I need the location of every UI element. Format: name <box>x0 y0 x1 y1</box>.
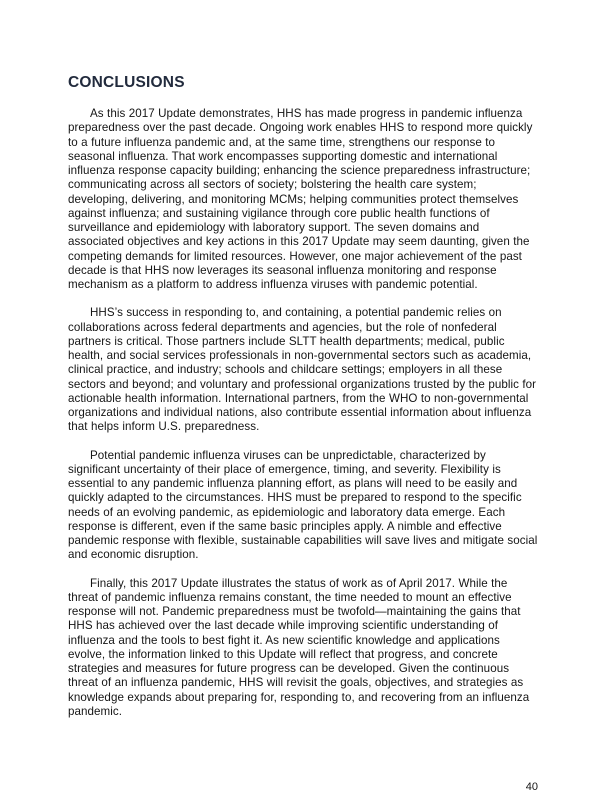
body-paragraph: As this 2017 Update demonstrates, HHS has made progress in pandemic influenza preparedness over the past decade. Ongoing work enables HHS to respond more quickly to a future influenza pandemic and, at the same time, strengthens our response to seasonal influenza. That work encompasses supporting domestic and international influenza response capacity building; enhancing the science preparedness infrastructure; communicating across all sectors of society; bolstering the health care system; developing, delivering, and monitoring MCMs; helping communities protect themselves against influenza; and sustaining vigilance through core public health functions of surveillance and epidemiology with laboratory support. The seven domains and associated objectives and key actions in this 2017 Update may seem daunting, given the competing demands for limited resources. However, one major achievement of the past decade is that HHS now leverages its seasonal influenza monitoring and response mechanism as a platform to address influenza viruses with pandemic potential. <box>68 107 533 292</box>
page-title: CONCLUSIONS <box>68 74 185 91</box>
body-paragraph: HHS’s success in responding to, and containing, a potential pandemic relies on collaborations across federal departments and agencies, but the role of nonfederal partners is critical. Those partners include SLTT health departments; medical, public health, and social services professionals in non-governmental sectors such as academia, clinical practice, and industry; schools and childcare settings; employers in all these sectors and beyond; and voluntary and professional organizations trusted by the public for actionable health information. International partners, from the WHO to non-governmental organizations and individual nations, also contribute essential information about influenza that helps inform U.S. preparedness. <box>68 306 537 434</box>
page-content <box>68 74 538 793</box>
body-paragraph: Potential pandemic influenza viruses can be unpredictable, characterized by significant uncertainty of their place of emergence, timing, and severity. Flexibility is essential to any pandemic influenza planning effort, as plans will need to be easily and quickly adapted to the circumstances. HHS must be prepared to respond to the specific needs of an evolving pandemic, as epidemiologic and laboratory data emerge. Each response is different, even if the same basic principles apply. A nimble and effective pandemic response with flexible, sustainable capabilities will save lives and mitigate social and economic disruption. <box>68 448 538 562</box>
body-paragraph: Finally, this 2017 Update illustrates the status of work as of April 2017. While the threat of pandemic influenza remains constant, the time needed to mount an effective response will not. Pandemic preparedness must be twofold—maintaining the gains that HHS has achieved over the last decade while improving scientific understanding of influenza and the tools to best fight it. As new scientific knowledge and applications evolve, the information linked to this Update will reflect that progress, and concrete strategies and measures for future progress can be developed. Given the continuous threat of an influenza pandemic, HHS will revisit the goals, objectives, and strategies as knowledge expands about preparing for, responding to, and recovering from an influenza pandemic. <box>68 576 530 718</box>
page-number: 40 <box>525 781 538 793</box>
